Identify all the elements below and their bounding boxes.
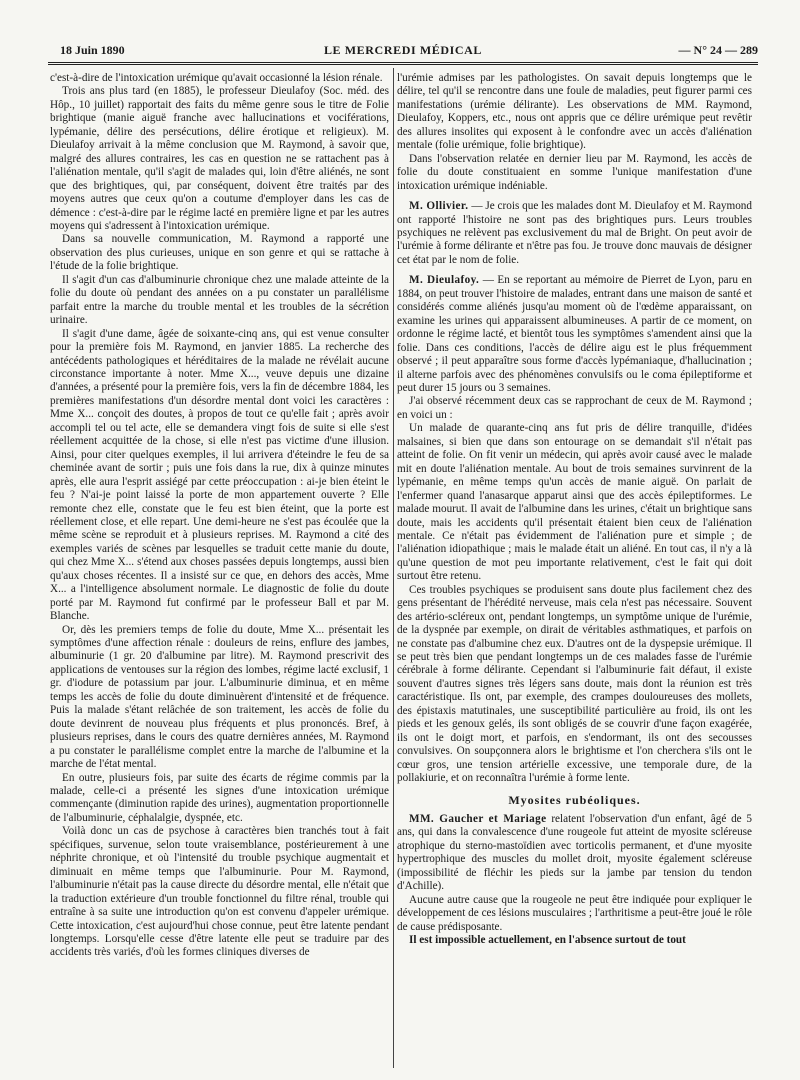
right-column [397,72,752,948]
speaker-name: M. Dieulafoy. [409,274,480,287]
paragraph: Or, dès les premiers temps de folie du doute, Mme X... présentait les symptômes d'une affection rénale : douleurs de reins, enflure des jambes, albuminurie (1 gr. 20 d'albumine par litre). M. Raymond prescrivit des applications de ventouses sur la région des lombes, régime lacté exclusif, 1 gr. d'iodure de potassium par jour. L'albuminurie diminua, et en même temps les accès de folie du doute diminuèrent d'intensité et de fréquence. Puis la malade s'étant relâchée de son traitement, les accès de folie du doute devinrent de nouveau plus fréquents et plus prononcés. Bref, à plusieurs reprises, dans le cours des quatre dernières années, M. Raymond a pu constater le parallélisme complet entre la marche de l'albumine et la marche de l'état mental. [50,623,389,771]
column-divider [393,68,394,1068]
section-heading: Myosites rubéoliques. [508,792,641,807]
paragraph: J'ai observé récemment deux cas se rapprochant de ceux de M. Raymond ; en voici un : [397,395,752,421]
speaker-text: — En se reportant au mémoire de Pierret de Lyon, paru en 1884, on peut trouver l'histoire de malades, entrant dans une maison de santé et considérés comme aliénés jusqu'au moment où de l'œdème apparaissant, on examine les urines qui apparaissent albumineuses. A partir de ce moment, on ordonne le régime lacté, et bientôt tous les symptômes s'amendent ainsi que la folie. Dans ces conditions, l'accès de délire aigu est le plus fréquemment observé ; il peut apparaître sous forme d'accès lypémaniaque, d'hallucination ; il alterne parfois avec des phénomènes convulsifs ou le coma épileptiforme et peut durer 15 jours ou 3 semaines. [397,274,753,394]
paragraph: Il est impossible actuellement, en l'absence surtout de tout [409,934,686,947]
speaker-name: MM. Gaucher et Mariage [409,813,547,826]
paragraph: Dans sa nouvelle communication, M. Raymond a rapporté une observation des plus curieuses, unique en son genre et qui se rattache à l'étude de la folie brightique. [50,233,389,273]
header-rule-double [48,64,758,65]
paragraph: Dans l'observation relatée en dernier lieu par M. Raymond, les accès de folie du doute constituaient en somme l'unique manifestation d'une intoxication urémique indéniable. [397,152,752,192]
journal-title: LE MERCREDI MÉDICAL [323,43,483,57]
paragraph: En outre, plusieurs fois, par suite des écarts de régime commis par la malade, celle-ci a présenté les signes d'une intoxication urémique commençante (diminution rapide des urines), augmentation proportionnelle de l'albuminurie, céphalalgie, dyspnée, etc. [50,771,389,824]
paragraph: Voilà donc un cas de psychose à caractères bien tranchés tout à fait spécifiques, survenue, selon toute vraisemblance, postérieurement à une néphrite chronique, et où l'intensité du trouble psychique augmentait et diminuait en même temps que l'albuminurie. Pour M. Raymond, l'albuminurie n'était pas la cause directe du désordre mental, elle n'était que la traduction extérieure d'un trouble fonctionnel du filtre rénal, trouble qui entraîne à sa suite une introduction qu'on est convenu d'appeler urémique. Cette intoxication, c'est aujourd'hui chose connue, peut être latente pendant longtemps. Lorsqu'elle cesse d'être latente elle peut se traduire par des accidents très variés, d'où les formes cliniques diverses de [50,825,389,959]
speaker-paragraph [397,200,752,267]
speaker-text: — Je crois que les malades dont M. Dieulafoy et M. Raymond ont rapporté l'histoire ne sont pas des brightiques purs. Leurs troubles psychiques ne relèvent pas exclusivement du mal de Bright. On peut avoir de l'urémie à forme délirante et n'être pas fou. Je trouve donc mauvais de désigner cet état par le nom de folie. [397,200,752,266]
page-number: — N° 24 — 289 [678,43,758,57]
paragraph: Aucune autre cause que la rougeole ne peut être indiquée pour expliquer le développement de ces lésions musculaires ; l'arthritisme a peut-être joué le rôle de cause prédisposante. [397,893,752,933]
speaker-paragraph [397,813,752,894]
paragraph: Il s'agit d'un cas d'albuminurie chronique chez une malade atteinte de la folie du doute où pendant des années on a pu constater un parallélisme parfait entre la marche du trouble mental et les troubles de la sécrétion urinaire. [50,273,389,327]
page-header [48,40,758,60]
paragraph: Il s'agit d'une dame, âgée de soixante-cinq ans, qui est venue consulter pour la première fois M. Raymond, en janvier 1885. La recherche des antécédents pathologiques et héréditaires de la malade ne révélait aucune circonstance importante à noter. Mme X..., veuve depuis une dizaine d'années, a présenté pour la première fois, vers la fin de décembre 1884, les premières manifestations d'un désordre mental dont voici les caractères : Mme X... conçoit des doutes, à propos de tout ce qu'elle fait ; après avoir accompli tel ou tel acte, elle se demandera vingt fois de suite si elle s'est réellement acquittée de la chose, si elle n'est pas victime d'une illusion. Ainsi, pour citer quelques exemples, il lui arrivera d'éteindre le feu de sa cheminée avant de sortir ; puis une fois dans la rue, dix à quinze minutes après, elle aura l'esprit assiégé par cette préoccupation : ai-je bien éteint le feu ? N'ai-je point laissé la porte de mon appartement ouverte ? Elle remonte chez elle, constate que le feu est bien éteint, que la porte est réellement close, et elle repart. Une demi-heure ne s'est pas écoulée que la même scène se reproduit et à plusieurs reprises. M. Raymond a cité des exemples variés de scènes par lesquelles se traduit cette manie du doute, qui chez Mme X... s'étend aux choses passées depuis longtemps, aussi bien qu'aux choses récentes. Il a insisté sur ce que, en dehors des accès, Mme X... a l'intelligence absolument normale. Le diagnostic de folie du doute porté par M. Raymond fut confirmé par le professeur Ball et par M. Blanche. [50,327,389,623]
left-column [50,72,389,960]
speaker-text: relatent l'observation d'un enfant, âgé de 5 ans, qui dans la convalescence d'une rougeole fut atteint de myosite scléreuse atrophique du sterno-mastoïdien avec torticolis permanent, et d'une myosite hypertrophique des muscles du mollet droit, myosite également scléreuse (impossibilité de fléchir les pieds sur la jambe par tension du tendon d'Achille). [397,813,752,893]
paragraph: c'est-à-dire de l'intoxication urémique qu'avait occasionné la lésion rénale. [50,72,383,84]
speaker-name: M. Ollivier. [409,200,469,213]
paragraph: l'urémie admises par les pathologistes. On savait depuis longtemps que le délire, tel qu'il se rencontre dans une foule de maladies, peut figurer parmi ces manifestations (urémie délirante). Les observations de MM. Raymond, Dieulafoy, Koppers, etc., nous ont appris que ce délire urémique peut revêtir des allures insolites qui exposent à le confondre avec un accès d'aliénation mentale (folie urémique, folie brightique). [397,72,752,152]
speaker-paragraph [397,274,752,395]
paragraph: Un malade de quarante-cinq ans fut pris de délire tranquille, d'idées malsaines, si bien que dans son entourage on se demandait s'il n'était pas atteint de folie. On fit venir un médecin, qui après avoir causé avec le malade mit en doute l'aliénation mentale. Au bout de trois semaines survinrent de la lypémanie, en même temps qu'un accès de manie aiguë. On parlait de l'enfermer quand l'anasarque apparut ainsi que des accès épileptiformes. Le malade mourut. Il avait de l'albumine dans les urines, c'était un brightique sans doute, mais les accidents qu'il présentait étaient bien ceux de l'aliénation mentale. Ce n'était pas évidemment de l'aliénation pure et simple ; de l'aliénation idiopathique ; mais le malade était un aliéné. En tout cas, il n'y a là qu'une question de mot peu importante relativement, c'est le fait qui doit surtout être retenu. [397,422,752,583]
issue-date: 18 Juin 1890 [60,43,125,57]
paragraph: Ces troubles psychiques se produisent sans doute plus facilement chez des gens présentant de l'hérédité nerveuse, mais cela n'est pas nécessaire. Souvent des artério-scléreux ont, pendant longtemps, un symptôme unique de l'urémie, de la dyspnée par exemple, on dirait de véritables asthmatiques, et parfois on ne constate pas d'albumine chez eux. D'autres ont de la dyspepsie urémique. Il se peut très bien que pendant longtemps un de ces malades fasse de l'urémie cérébrale à forme délirante. Cependant si l'albuminurie fait défaut, il existe souvent d'autres signes très légers sans doute, mais dont la réunion est très caractéristique. Ils ont, par exemple, des crampes douloureuses des mollets, des épistaxis matutinales, une susceptibilité particulière au froid, ils ont les pieds et les genoux gelés, ils sont obligés de se couvrir d'une façon exagérée, ils ont le doigt mort, et parfois, en s'endormant, ils ont des secousses convulsives. On soupçonnera alors le brightisme et l'on cherchera s'ils ont le cœur gros, une tension artérielle excessive, une temporale dure, de la pollakiurie, et on reconnaîtra l'urémie à forme lente. [397,583,752,785]
paragraph: Trois ans plus tard (en 1885), le professeur Dieulafoy (Soc. méd. des Hôp., 10 juillet) rapportait des faits du même genre sous le titre de Folie brightique (manie aiguë franche avec hallucinations et vociférations, lypémanie, délire des persécutions, délire érotique et religieux). M. Dieulafoy arrivait à la même conclusion que M. Raymond, à savoir que, malgré des allures contraires, les cas en question ne se rattachent pas à l'aliénation mentale, qu'il s'agit de malades qui, loin d'être aliénés, ne sont que des brightiques, qui, par conséquent, doivent être traités par des moyens autres que ceux qu'on a coutume d'employer dans les cas de démence : c'est-à-dire par le régime lacté en première ligne et par les autres moyens qui s'adressent à l'intoxication urémique. [50,85,389,232]
header-rule [48,62,758,63]
